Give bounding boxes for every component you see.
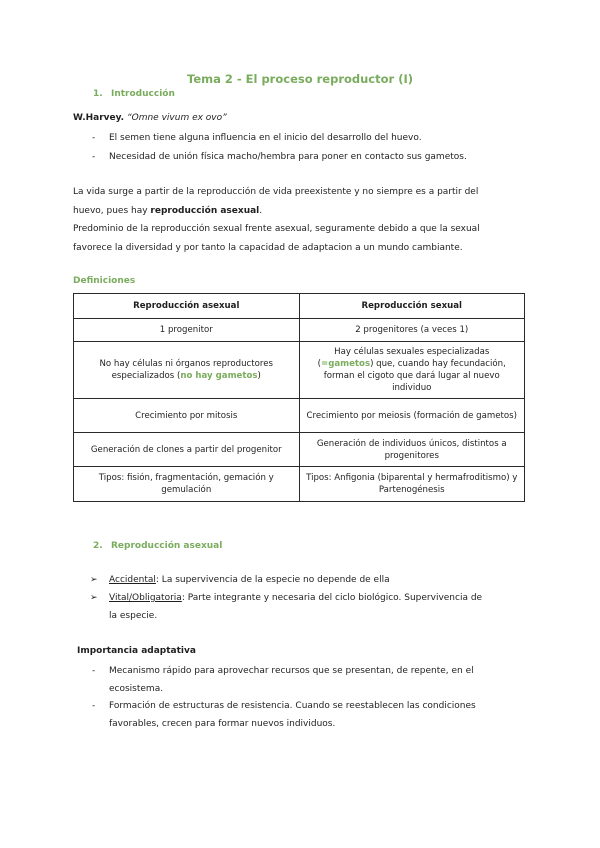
bullet-dash: - xyxy=(92,152,96,162)
section-1-heading: Introducción xyxy=(111,89,175,99)
paragraph-2-line-1: Predominio de la reproducción sexual frente asexual, seguramente debido a que la sexual xyxy=(73,224,480,234)
header-sexual: Reproducción sexual xyxy=(299,294,525,319)
table-header-row xyxy=(74,294,525,319)
table-row xyxy=(74,342,525,399)
cell-sexual: Generación de individuos únicos, distintos a progenitores xyxy=(299,433,525,467)
cell-asexual: 1 progenitor xyxy=(74,319,300,342)
paragraph-1-line-2: huevo, pues hay reproducción asexual. xyxy=(73,206,263,216)
page-title: Tema 2 - El proceso reproductor (I) xyxy=(187,72,413,86)
table-row xyxy=(74,319,525,342)
section-1-number: 1. xyxy=(93,89,103,99)
paragraph-1 xyxy=(73,183,523,221)
comparison-table xyxy=(73,293,525,502)
header-asexual: Reproducción asexual xyxy=(74,294,300,319)
section-2-heading: Reproducción asexual xyxy=(111,541,223,551)
arrow-bullet-icon: ➢ xyxy=(90,575,98,585)
cell-asexual: Generación de clones a partir del progenitor xyxy=(74,433,300,467)
arrow-item-vital-continued: la especie. xyxy=(109,611,158,621)
bold-reproduccion-asexual: reproducción asexual xyxy=(150,206,260,216)
table-row xyxy=(74,433,525,467)
arrow-item-accidental: Accidental: La supervivencia de la especie no depende de ella xyxy=(109,575,390,585)
section-2-number: 2. xyxy=(93,541,103,551)
cell-sexual: Tipos: Anfigonia (biparental y hermafroditismo) y Partenogénesis xyxy=(299,467,525,502)
highlight-no-hay-gametos: no hay gametos xyxy=(180,371,258,381)
table-row xyxy=(74,399,525,433)
arrow-bullet-icon: ➢ xyxy=(90,593,98,603)
table-row xyxy=(74,467,525,502)
cell-asexual: Crecimiento por mitosis xyxy=(74,399,300,433)
paragraph-2-line-2: favorece la diversidad y por tanto la capacidad de adaptacion a un mundo cambiante. xyxy=(73,243,463,253)
bullet-dash: - xyxy=(92,666,96,676)
cell-asexual: No hay células ni órganos reproductores especializados (no hay gametos) xyxy=(74,342,300,399)
cell-asexual: Tipos: fisión, fragmentación, gemación y gemulación xyxy=(74,467,300,502)
bullet-dash: - xyxy=(92,133,96,143)
harvey-line xyxy=(73,109,523,128)
harvey-name: W.Harvey. xyxy=(73,113,125,123)
paragraph-1-line-1: La vida surge a partir de la reproducción de vida preexistente y no siempre es a partir del xyxy=(73,187,479,197)
arrow-item-vital: Vital/Obligatoria: Parte integrante y necesaria del ciclo biológico. Supervivencia de xyxy=(109,593,483,603)
harvey-point-1: El semen tiene alguna influencia en el inicio del desarrollo del huevo. xyxy=(109,133,422,143)
cell-sexual: Crecimiento por meiosis (formación de gametos) xyxy=(299,399,525,433)
bullet-dash: - xyxy=(92,701,96,711)
paragraph-2 xyxy=(73,220,523,258)
cell-sexual: Hay células sexuales especializadas (=gametos) que, cuando hay fecundación, forman el cigoto que dará lugar al nuevo individuo xyxy=(299,342,525,399)
cell-sexual: 2 progenitores (a veces 1) xyxy=(299,319,525,342)
importancia-point-2: Formación de estructuras de resistencia. Cuando se reestablecen las condiciones favorables, crecen para formar nuevos individuos. xyxy=(109,701,476,729)
definiciones-heading: Definiciones xyxy=(73,276,136,286)
harvey-quote: “Omne vivum ex ovo” xyxy=(126,113,227,123)
importancia-heading: Importancia adaptativa xyxy=(77,646,196,656)
highlight-gametos: =gametos xyxy=(321,359,371,369)
harvey-point-2: Necesidad de unión física macho/hembra para poner en contacto sus gametos. xyxy=(109,152,467,162)
importancia-point-1: Mecanismo rápido para aprovechar recursos que se presentan, de repente, en el ecosistema. xyxy=(109,666,474,694)
